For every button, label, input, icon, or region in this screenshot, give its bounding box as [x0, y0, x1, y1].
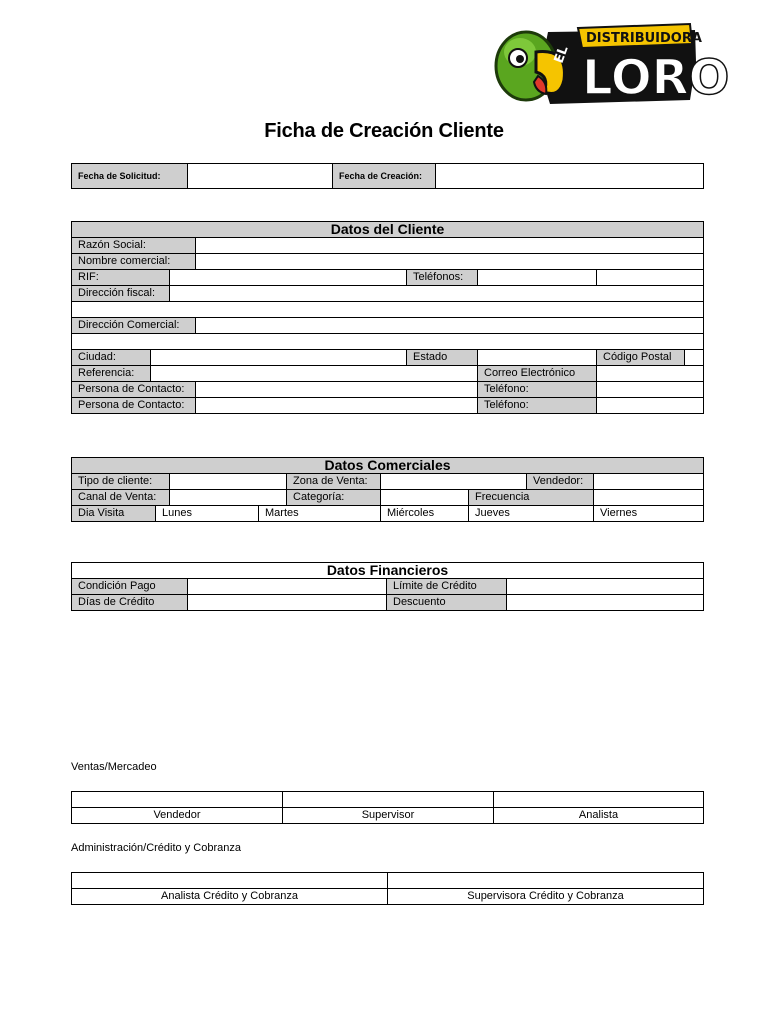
frecuencia-label: Frecuencia	[469, 490, 594, 506]
fecha-solicitud-field[interactable]	[188, 164, 333, 189]
supervisora-credito-role-label: Supervisora Crédito y Cobranza	[388, 889, 704, 905]
fecha-creacion-field[interactable]	[436, 164, 704, 189]
nombre-comercial-field[interactable]	[196, 254, 704, 270]
telefonos-label: Teléfonos:	[407, 270, 478, 286]
dias-credito-label: Días de Crédito	[72, 595, 188, 611]
telefono-2-field[interactable]	[597, 398, 704, 414]
razon-social-label: Razón Social:	[72, 238, 196, 254]
zona-venta-label: Zona de Venta:	[287, 474, 381, 490]
descuento-label: Descuento	[387, 595, 507, 611]
estado-label: Estado	[407, 350, 478, 366]
admin-signature-table	[71, 872, 704, 905]
correo-field[interactable]	[597, 366, 704, 382]
limite-credito-label: Límite de Crédito	[387, 579, 507, 595]
logo-distribuidora-text: DISTRIBUIDORA	[586, 31, 702, 46]
telefonos-field-2[interactable]	[597, 270, 704, 286]
tipo-cliente-label: Tipo de cliente:	[72, 474, 170, 490]
codigo-postal-field[interactable]	[685, 350, 704, 366]
referencia-label: Referencia:	[72, 366, 151, 382]
page-title: Ficha de Creación Cliente	[264, 120, 504, 142]
analista-signature-box[interactable]	[494, 792, 704, 808]
logo-loro-text: LORO	[582, 50, 730, 106]
limite-credito-field[interactable]	[507, 579, 704, 595]
dia-viernes[interactable]: Viernes	[594, 506, 704, 522]
descuento-field[interactable]	[507, 595, 704, 611]
direccion-fiscal-line-2[interactable]	[72, 302, 704, 318]
commercial-data-table	[71, 457, 704, 522]
supervisor-signature-box[interactable]	[283, 792, 494, 808]
dia-visita-label: Dia Visita	[72, 506, 156, 522]
estado-field[interactable]	[478, 350, 597, 366]
categoria-label: Categoría:	[287, 490, 381, 506]
ventas-mercadeo-label: Ventas/Mercadeo	[71, 761, 157, 773]
company-logo	[490, 22, 730, 108]
vendedor-role-label: Vendedor	[72, 808, 283, 824]
tipo-cliente-field[interactable]	[170, 474, 287, 490]
vendedor-signature-box[interactable]	[72, 792, 283, 808]
logo-el-text: EL	[551, 44, 572, 66]
supervisora-credito-signature-box[interactable]	[388, 873, 704, 889]
persona-contacto-1-field[interactable]	[196, 382, 478, 398]
analista-role-label: Analista	[494, 808, 704, 824]
rif-field[interactable]	[170, 270, 407, 286]
nombre-comercial-label: Nombre comercial:	[72, 254, 196, 270]
condicion-pago-label: Condición Pago	[72, 579, 188, 595]
codigo-postal-label: Código Postal	[597, 350, 685, 366]
dates-table	[71, 163, 704, 189]
persona-contacto-2-label: Persona de Contacto:	[72, 398, 196, 414]
dia-martes[interactable]: Martes	[259, 506, 381, 522]
analista-credito-signature-box[interactable]	[72, 873, 388, 889]
condicion-pago-field[interactable]	[188, 579, 387, 595]
fecha-solicitud-label: Fecha de Solicitud:	[72, 164, 188, 189]
canal-venta-field[interactable]	[170, 490, 287, 506]
direccion-comercial-label: Dirección Comercial:	[72, 318, 196, 334]
correo-label: Correo Electrónico	[478, 366, 597, 382]
categoria-field[interactable]	[381, 490, 469, 506]
vendedor-label: Vendedor:	[527, 474, 594, 490]
telefono-1-label: Teléfono:	[478, 382, 597, 398]
analista-credito-role-label: Analista Crédito y Cobranza	[72, 889, 388, 905]
canal-venta-label: Canal de Venta:	[72, 490, 170, 506]
ciudad-field[interactable]	[151, 350, 407, 366]
dias-credito-field[interactable]	[188, 595, 387, 611]
client-section-header: Datos del Cliente	[72, 222, 704, 238]
financial-data-table	[71, 562, 704, 611]
sales-signature-table	[71, 791, 704, 824]
supervisor-role-label: Supervisor	[283, 808, 494, 824]
telefono-2-label: Teléfono:	[478, 398, 597, 414]
frecuencia-field[interactable]	[594, 490, 704, 506]
telefonos-field-1[interactable]	[478, 270, 597, 286]
commercial-section-header: Datos Comerciales	[72, 458, 704, 474]
direccion-comercial-line-2[interactable]	[72, 334, 704, 350]
fecha-creacion-label: Fecha de Creación:	[333, 164, 436, 189]
admin-credito-label: Administración/Crédito y Cobranza	[71, 842, 241, 854]
referencia-field[interactable]	[151, 366, 478, 382]
persona-contacto-1-label: Persona de Contacto:	[72, 382, 196, 398]
client-data-table	[71, 221, 704, 414]
direccion-fiscal-label: Dirección fiscal:	[72, 286, 170, 302]
direccion-fiscal-field[interactable]	[170, 286, 704, 302]
persona-contacto-2-field[interactable]	[196, 398, 478, 414]
dia-miercoles[interactable]: Miércoles	[381, 506, 469, 522]
dia-jueves[interactable]: Jueves	[469, 506, 594, 522]
vendedor-field[interactable]	[594, 474, 704, 490]
telefono-1-field[interactable]	[597, 382, 704, 398]
direccion-comercial-field[interactable]	[196, 318, 704, 334]
zona-venta-field[interactable]	[381, 474, 527, 490]
dia-lunes[interactable]: Lunes	[156, 506, 259, 522]
financial-section-header: Datos Financieros	[72, 563, 704, 579]
rif-label: RIF:	[72, 270, 170, 286]
razon-social-field[interactable]	[196, 238, 704, 254]
ciudad-label: Ciudad:	[72, 350, 151, 366]
